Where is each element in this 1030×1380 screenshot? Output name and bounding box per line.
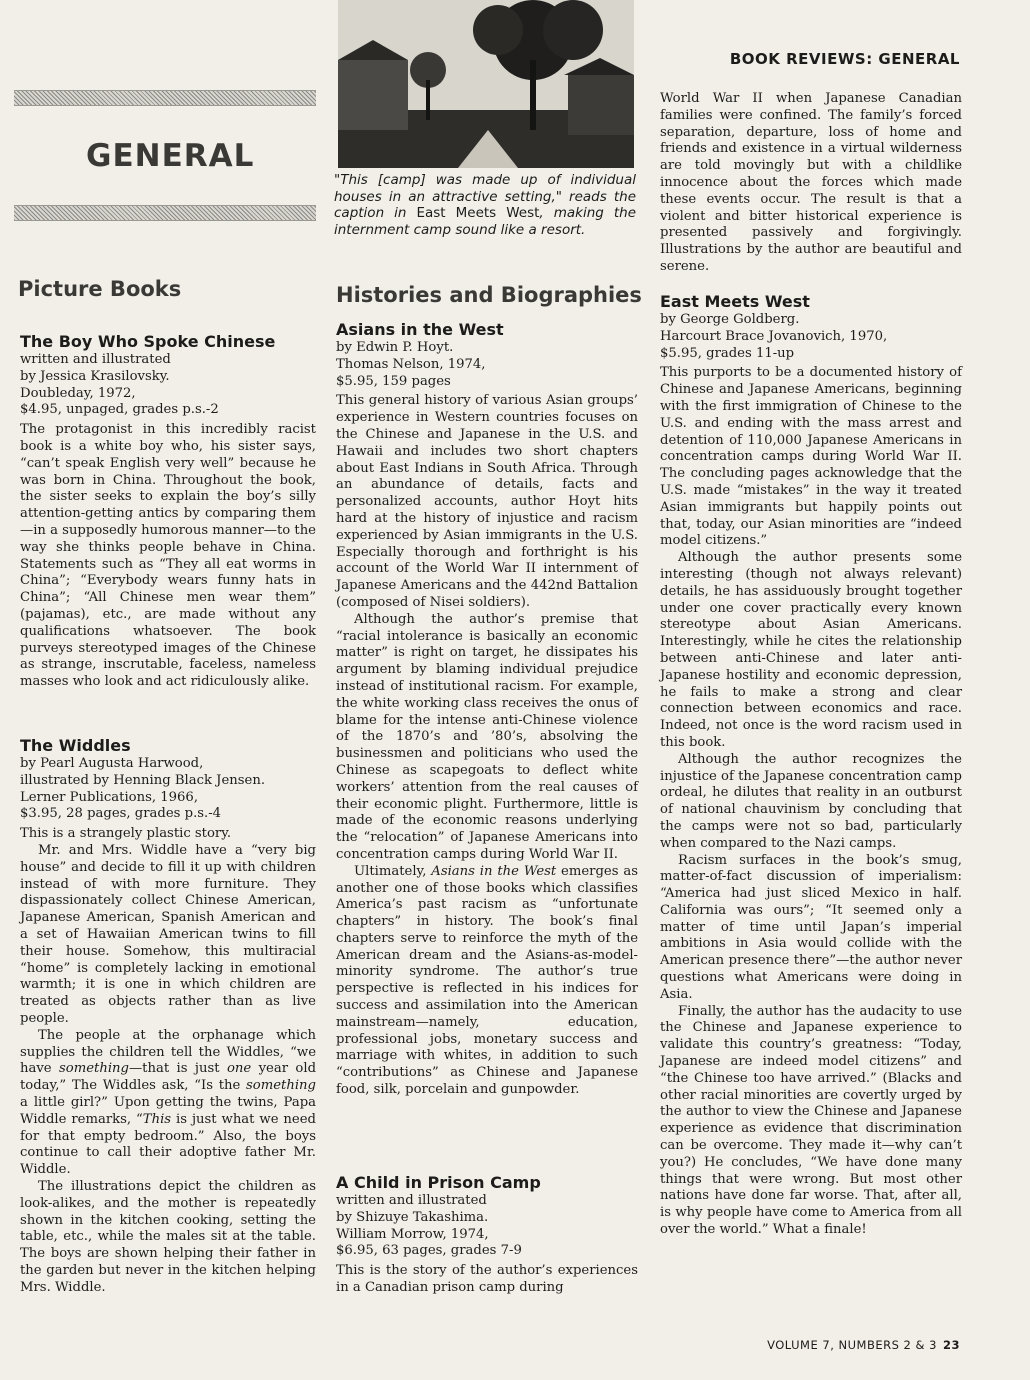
review-title: The Boy Who Spoke Chinese — [20, 332, 276, 351]
review-body: Racism surfaces in the book’s smug, matter-of-fact discussion of imperialism: “America had just sliced Mexico in half. California was ours”; “It seemed only a matter of time until Japan’s imperial ambitions in Asia would collide with the American presence there”—the author never questions what Americans were doing in Asia. — [660, 852, 962, 1002]
internment-camp-photo — [338, 0, 634, 168]
volume-label: VOLUME 7, NUMBERS 2 & 3 — [767, 1338, 937, 1352]
review-body: This is a strangely plastic story. — [20, 826, 232, 842]
review-body: Although the author recognizes the injustice of the Japanese concentration camp ordeal, he dilutes that reality in an outburst of national chauvinism by concluding that the camps were not so bad, particularly when compared to the Nazi camps. — [660, 751, 962, 851]
review-meta: written and illustrated by Shizuye Takashima. William Morrow, 1974, $6.95, 63 pages, grades 7-9 — [336, 1193, 522, 1259]
review-body: The people at the orphanage which supplies the children tell the Widdles, “we have something—that is just one year old today,” The Widdles ask, “Is the something a little girl?” Upon getting the twins, Papa Widdle remarks, “This is just what we need for that empty bedroom.” Also, the boys continue to call their adoptive father Mr. Widdle. — [20, 1027, 317, 1178]
review-body: Although the author presents some interesting (though not always relevant) details, he has assiduously brought together under one cover practically every known stereotype about Asian Americans. Interestingly, while he cites the relationship between anti-Chinese and later anti-Japanese hostility and economic depression, he fails to make a strong and clear connection between economics and race. Indeed, not once is the word racism used in this book. — [660, 550, 962, 750]
review-body: Ultimately, Asians in the West emerges as another one of those books which classifies America’s past racism as “unfortunate chapters” in history. The book’s final chapters serve to reinforce the myth of the American dream and the Asians-as-model-minority syndrome. The author’s true perspective is reflected in his indices for success and assimilation into the American mainstream—namely, education, professional jobs, monetary success and marriage with whites, in addition to such “contributions” as Chinese and Japanese food, silk, porcelain and gunpowder. — [336, 863, 638, 1098]
review-east-meets-west — [660, 292, 962, 1239]
review-body: Mr. and Mrs. Widdle have a “very big house” and decide to fill it up with children instead of with more furniture. They dispassionately collect Chinese American, Japanese American, Spanish American and a set of Hawaiian American twins to fill their house. Somehow, this multiracial “home” is completely lacking in emotional warmth; it is one in which children are treated as objects rather than as live people. — [20, 842, 316, 1026]
running-header: BOOK REVIEWS: GENERAL — [729, 50, 960, 68]
hatch-rule-bottom — [14, 205, 316, 221]
review-body: The protagonist in this incredibly racist book is a white boy who, his sister says, “can’t speak English very well” because he was born in China. Throughout the book, the sister seeks to explain the boy’s silly attention-getting antics by comparing them—in a supposedly humorous manner—to the way she thinks people behave in China. Statements such as “They all eat worms in China”; “Everybody wears funny hats in China”; “All Chinese men wear them” (pajamas), etc., are made without any qualifications whatsoever. The book purveys stereotyped images of the Chinese as strange, inscrutable, faceless, nameless masses who look and act ridiculously alike. — [20, 422, 316, 690]
review-body: Finally, the author has the audacity to use the Chinese and Japanese experience to validate this country’s greatness: “Today, Japanese are indeed model citizens” and “the Chinese too have arrived.” (Blacks and other racial minorities are covertly urged by the author to view the Chinese and Japanese experience as evidence that discrimination can be overcome. They made it—why can’t you?) He concludes, “We have done many things that were wrong. But most other nations have done far worse. That, after all, is why people have come to America from all over the world.” What a finale! — [660, 1003, 962, 1238]
review-meta: by Pearl Augusta Harwood, illustrated by Henning Black Jensen. Lerner Publications, 1966, $3.95, 28 pages, grades p.s.-4 — [20, 756, 266, 822]
review-title: The Widdles — [20, 736, 131, 755]
hatch-rule-top — [14, 90, 316, 106]
review-meta: by Edwin P. Hoyt. Thomas Nelson, 1974, $5.95, 159 pages — [336, 340, 486, 389]
review-body: This is the story of the author’s experiences in a Canadian prison camp during — [336, 1263, 638, 1295]
review-body: The illustrations depict the children as look-alikes, and the mother is repeatedly shown in the kitchen cooking, setting the table, etc., while the males sit at the table. The boys are shown helping their father in the garden but never in the kitchen helping Mrs. Widdle. — [20, 1178, 316, 1295]
review-meta: written and illustrated by Jessica Krasilovsky. Doubleday, 1972, $4.95, unpaged, grades p.s.-2 — [20, 352, 219, 418]
review-the-widdles — [20, 736, 316, 1297]
review-title: Asians in the West — [336, 320, 504, 339]
section-picture-books: Picture Books — [18, 277, 182, 301]
page-footer — [767, 1338, 960, 1352]
photo-caption: "This [camp] was made up of individual houses in an attractive setting," reads the caption in East Meets West, making the internment camp sound like a resort. — [334, 172, 636, 238]
review-boy-who-spoke-chinese — [20, 332, 316, 691]
review-child-in-prison-camp — [336, 1173, 638, 1297]
section-histories-biographies: Histories and Biographies — [336, 283, 642, 307]
section-title: GENERAL — [86, 138, 255, 174]
review-body: Although the author’s premise that “racial intolerance is basically an economic matter” is right on target, he dissipates his argument by blaming individual prejudice instead of institutional racism. For example, the white working class receives the onus of blame for the intense anti-Chinese violence of the 1870’s and ’80’s, absolving the businessmen and politicians who used the Chinese as scapegoats to deflect white workers’ attention from the real causes of their economic plight. Furthermore, little is made of the economic reasons underlying the “relocation” of Japanese Americans into concentration camps during World War II. — [336, 611, 638, 862]
page-number: 23 — [942, 1338, 960, 1352]
review-body: World War II when Japanese Canadian families were confined. The family’s forced separation, departure, loss of home and friends and existence in a virtual wilderness are told movingly but with a childlike innocence about the forces which made these events occur. The result is that a violent and bitter historical experience is presented passively and forgivingly. Illustrations by the author are beautiful and serene. — [660, 91, 962, 274]
review-title: East Meets West — [660, 292, 810, 311]
review-continuation — [660, 91, 962, 276]
photo-illustration — [338, 0, 634, 168]
review-asians-in-the-west — [336, 320, 638, 1099]
review-body: This purports to be a documented history of Chinese and Japanese Americans, beginning with the first immigration of Chinese to the U.S. and ending with the mass arrest and detention of 110,000 Japanese Americans in concentration camps during World War II. The concluding pages acknowledge that the U.S. made “mistakes” in the way it treated Asian immigrants but happily points out that, today, our Asian minorities are “indeed model citizens.” — [660, 365, 962, 549]
review-body: This general history of various Asian groups’ experience in Western countries focuses on the Chinese and Japanese in the U.S. and Hawaii and includes two short chapters about East Indians in South Africa. Through an abundance of details, facts and personalized accounts, author Hoyt hits hard at the history of injustice and racism experienced by Asian immigrants in the U.S. Especially thorough and forthright is his account of the World War II internment of Japanese Americans and the 442nd Battalion (composed of Nisei soldiers). — [336, 393, 638, 610]
review-title: A Child in Prison Camp — [336, 1173, 541, 1192]
review-meta: by George Goldberg. Harcourt Brace Jovanovich, 1970, $5.95, grades 11-up — [660, 312, 888, 361]
